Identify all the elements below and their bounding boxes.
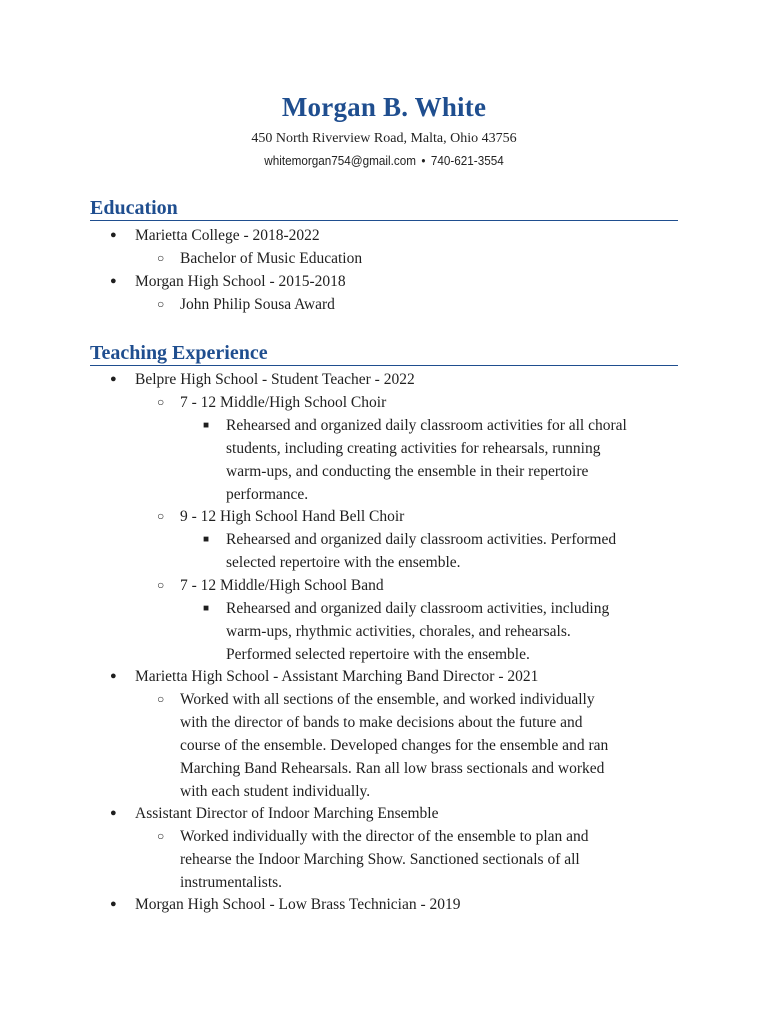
- bullet-circle: ○: [157, 829, 165, 843]
- experience-detail-line: Rehearsed and organized daily classroom activities. Performed: [226, 531, 617, 548]
- experience-detail-line: selected repertoire with the ensemble.: [226, 554, 461, 571]
- bullet-circle: ○: [157, 395, 165, 409]
- experience-detail-line: Marching Band Rehearsals. Ran all low brass sectionals and worked: [180, 760, 605, 777]
- experience-role: 7 - 12 Middle/High School Band: [180, 577, 384, 594]
- experience-role: 9 - 12 High School Hand Bell Choir: [180, 508, 405, 525]
- bullet-disc: ●: [110, 229, 117, 241]
- education-item: Morgan High School - 2015-2018: [135, 273, 346, 290]
- experience-detail-line: students, including creating activities for rehearsals, running: [226, 440, 601, 457]
- phone: 740-621-3554: [430, 153, 504, 168]
- contact-separator: •: [421, 153, 426, 168]
- bullet-disc: ●: [110, 670, 117, 682]
- experience-role: 7 - 12 Middle/High School Choir: [180, 394, 387, 411]
- experience-detail-line: Rehearsed and organized daily classroom activities for all choral: [226, 417, 627, 434]
- experience-detail-line: course of the ensemble. Developed changes for the ensemble and ran: [180, 737, 609, 754]
- experience-detail-line: warm-ups, rhythmic activities, chorales, and rehearsals.: [226, 623, 571, 640]
- bullet-circle: ○: [157, 578, 165, 592]
- experience-detail-line: Worked with all sections of the ensemble, and worked individually: [180, 691, 595, 708]
- experience-detail-line: rehearse the Indoor Marching Show. Sanctioned sectionals of all: [180, 851, 580, 868]
- experience-item: Belpre High School - Student Teacher - 2022: [135, 371, 415, 388]
- bullet-square: ■: [203, 420, 210, 431]
- experience-detail-line: Worked individually with the director of the ensemble to plan and: [180, 828, 589, 845]
- address: 450 North Riverview Road, Malta, Ohio 43756: [251, 131, 517, 146]
- education-heading: Education: [90, 196, 678, 221]
- bullet-disc: ●: [110, 275, 117, 287]
- bullet-circle: ○: [157, 297, 165, 311]
- bullet-square: ■: [203, 603, 210, 614]
- experience-detail-line: performance.: [226, 486, 309, 503]
- education-detail: John Philip Sousa Award: [180, 296, 335, 313]
- bullet-square: ■: [203, 534, 210, 545]
- experience-item: Marietta High School - Assistant Marching Band Director - 2021: [135, 668, 539, 685]
- bullet-disc: ●: [110, 807, 117, 819]
- education-detail: Bachelor of Music Education: [180, 250, 363, 267]
- experience-detail-line: with the director of bands to make decisions about the future and: [180, 714, 583, 731]
- bullet-circle: ○: [157, 509, 165, 523]
- resume-name: Morgan B. White: [281, 92, 487, 122]
- bullet-disc: ●: [110, 373, 117, 385]
- bullet-circle: ○: [157, 251, 165, 265]
- experience-heading: Teaching Experience: [90, 341, 678, 366]
- experience-detail-line: warm-ups, and conducting the ensemble in their repertoire: [226, 463, 589, 480]
- bullet-circle: ○: [157, 692, 165, 706]
- contact-line: [38, 153, 729, 168]
- experience-detail-line: instrumentalists.: [180, 874, 283, 891]
- experience-detail-line: Performed selected repertoire with the ensemble.: [226, 646, 530, 663]
- experience-detail-line: Rehearsed and organized daily classroom activities, including: [226, 600, 610, 617]
- experience-item: Morgan High School - Low Brass Technician - 2019: [135, 896, 461, 913]
- email: whitemorgan754@gmail.com: [264, 153, 416, 168]
- bullet-disc: ●: [110, 898, 117, 910]
- education-item: Marietta College - 2018-2022: [135, 227, 320, 244]
- experience-detail-line: with each student individually.: [180, 783, 371, 800]
- experience-item: Assistant Director of Indoor Marching Ensemble: [135, 805, 439, 822]
